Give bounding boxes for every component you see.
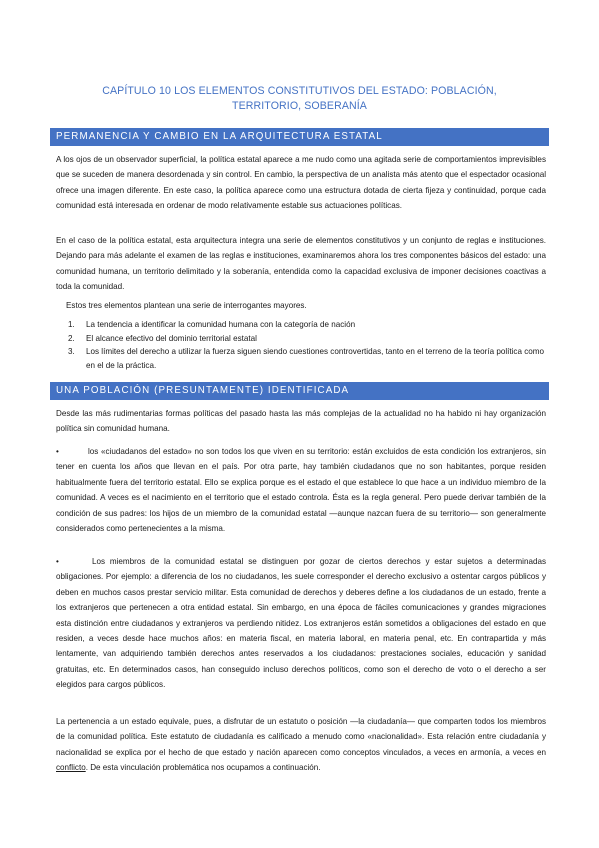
bullet-paragraph-derechos — [56, 554, 546, 693]
list-item-number: 1. — [68, 320, 75, 329]
underlined-word: conflicto — [56, 763, 86, 773]
list-intro: Estos tres elementos plantean una serie de interrogantes mayores. — [66, 301, 307, 310]
list-item-text: El alcance efectivo del dominio territorial estatal — [86, 333, 257, 343]
paragraph-pertenencia — [56, 714, 546, 776]
bullet-text: los «ciudadanos del estado» no son todos los que viven en su territorio: están excluidos de esta condición los extranjeros, sin tener en cuenta los años que llevan en el país. Por otra parte, hay también ciudadanos que no son habitantes, porque residen habitualmente fuera del territorio estatal. Ello se explica porque es el estado el que establece lo que hace a un individuo miembro de la comunidad. A veces es el nacimiento en el territorio que el estado controla. Ésta es la regla general. Pero puede derivar también de la condición de sus padres: los hijos de un miembro de la comunidad estatal —aunque nazcan fuera de su territorio— son generalmente considerados como pertenecientes a la misma. — [56, 447, 546, 534]
list-item — [66, 332, 546, 346]
section-heading-permanencia: PERMANENCIA Y CAMBIO EN LA ARQUITECTURA ESTATAL — [50, 128, 549, 146]
chapter-title — [70, 84, 529, 114]
chapter-title-line-2: TERRITORIO, SOBERANÍA — [232, 100, 367, 112]
list-item-number: 2. — [68, 333, 75, 343]
paragraph-text: La pertenencia a un estado equivale, pues, a disfrutar de un estatuto o posición —la ciudadanía— que comparten todos los miembros de la comunidad política. Este estatuto de ciudadanía es calificado a menudo como «nacionalidad». Esta relación entre ciudadanía y nacionalidad se explica por el hecho de que estado y nación aparecen como conceptos vinculados, a veces en armonía, a veces en — [56, 717, 546, 757]
paragraph-comunidad-humana: Desde las más rudimentarias formas políticas del pasado hasta las más complejas de la actualidad no ha habido ni hay organización política sin comunidad humana. — [56, 409, 546, 434]
bullet-paragraph-ciudadanos — [56, 444, 546, 536]
paragraph-observador: A los ojos de un observador superficial, la política estatal aparece a me nudo como una agitada serie de comportamientos imprevisibles que se suceden de manera desordenada y sin control. En cambio, la perspectiva de un analista más atento que el espectador ocasional ofrece una imagen diferente. En este caso, la política aparece como una estructura dotada de cierta fijeza y continuidad, porque cada comunidad está interesada en ordenar de modo relativamente estable sus actuaciones políticas. — [56, 155, 546, 211]
chapter-title-line-1: CAPÍTULO 10 LOS ELEMENTOS CONSTITUTIVOS DEL ESTADO: POBLACIÓN, — [102, 85, 497, 97]
paragraph-text-end: . De esta vinculación problemática nos ocupamos a continuación. — [85, 763, 321, 773]
list-item-number: 3. — [68, 347, 75, 357]
paragraph-arquitectura: En el caso de la política estatal, esta arquitectura integra una serie de elementos constitutivos y un conjunto de reglas e instituciones. Dejando para más adelante el examen de las reglas e instituciones, examinaremos ahora los tres componentes básicos del estado: una comunidad humana, un territorio delimitado y la soberanía, entendida como la capacidad exclusiva de imponer decisiones coactivas a toda la comunidad. — [56, 236, 546, 292]
section-heading-poblacion: UNA POBLACIÓN (PRESUNTAMENTE) IDENTIFICADA — [50, 382, 549, 400]
bullet-marker: • — [56, 447, 59, 456]
list-item-text: La tendencia a identificar la comunidad humana con la categoría de nación — [86, 320, 356, 329]
list-item — [66, 345, 546, 372]
list-item — [66, 318, 546, 332]
bullet-text: Los miembros de la comunidad estatal se distinguen por gozar de ciertos derechos y estar sujetos a determinadas obligaciones. Por ejemplo: a diferencia de los no ciudadanos, les suele corresponder el derecho exclusivo a ostentar cargos públicos y deben en muchos casos prestar servicio militar. Esta comunidad de derechos y deberes define a los ciudadanos de un estado, frente a los extranjeros que pertenecen a otra entidad estatal. Sin embargo, en una época de fáciles comunicaciones y grandes migraciones esta distinción entre ciudadanos y extranjeros va perdiendo nitidez. Los extranjeros están sometidos a obligaciones del estado en que residen, a veces desde hace muchos años: en materia fiscal, en materia laboral, en materia penal, etc. En contrapartida y más lentamente, van adquiriendo también derechos antes reservados a los ciudadanos: prestaciones sociales, educación y sanidad gratuitas, etc. En determinados casos, han conseguido incluso derechos políticos, como son el derecho de voto o el derecho a ser elegidos para cargos públicos. — [56, 557, 546, 690]
list-item-text: Los límites del derecho a utilizar la fuerza siguen siendo cuestiones controvertidas, tanto en el terreno de la teoría política como en el de la práctica. — [86, 347, 545, 370]
bullet-marker: • — [56, 557, 59, 566]
numbered-list — [66, 318, 546, 372]
